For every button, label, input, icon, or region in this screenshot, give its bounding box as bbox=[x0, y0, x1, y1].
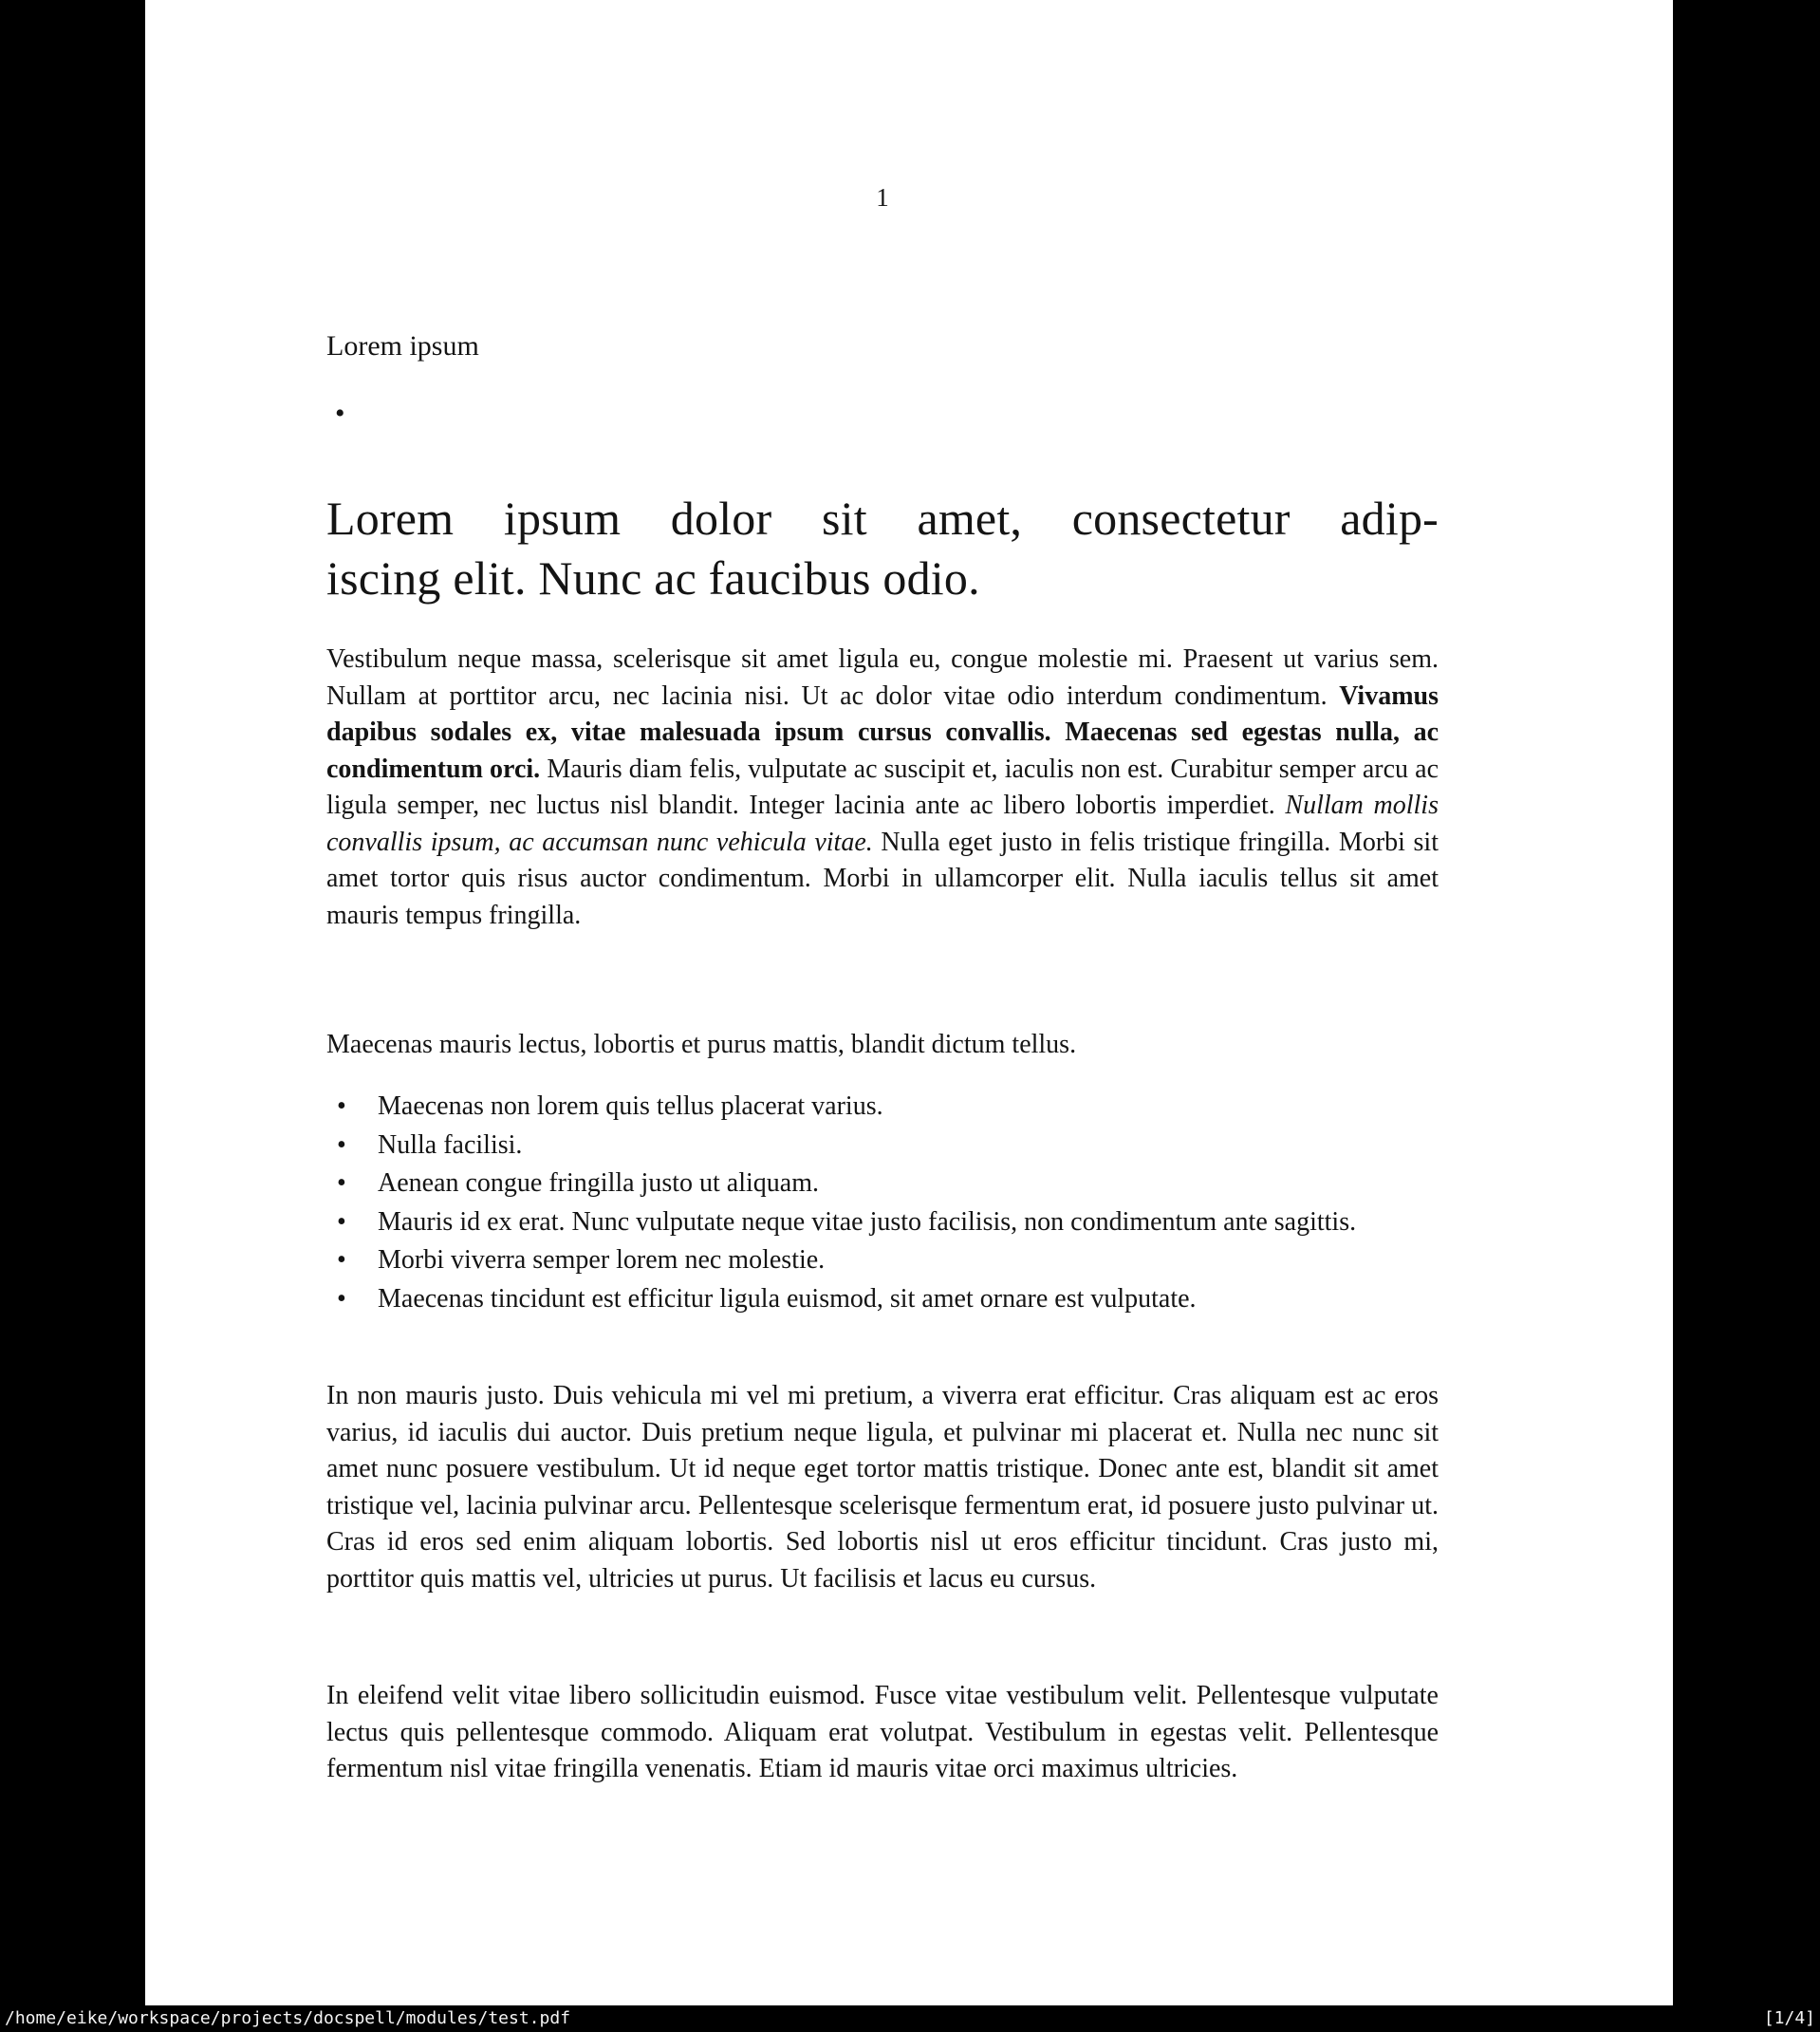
list-item: • Maecenas tincidunt est efficitur ligula euismod, sit amet ornare est vulputate. bbox=[378, 1281, 1490, 1318]
paragraph-4: In eleifend velit vitae libero sollicitudin euismod. Fusce vitae vestibulum velit. Pellentesque vulputate lectus quis pellentesque commodo. Aliquam erat volutpat. Vestibulum in egestas velit. Pellentesque fermentum nisl vitae fringilla venenatis. Etiam id mauris vitae orci maximus ultricies. bbox=[326, 1681, 1439, 1783]
text-segment-normal: Mauris diam felis, vulputate ac suscipit et, iaculis non est. Curabitur semper arcu ac ligula semper, nec luctus nisl blandit. Integer lacinia ante ac libero lobortis imperdiet. bbox=[326, 754, 1439, 820]
list-item: • Mauris id ex erat. Nunc vulputate neque vitae justo facilisis, non condimentum ante sagittis. bbox=[378, 1204, 1490, 1241]
paragraph-2: Maecenas mauris lectus, lobortis et purus mattis, blandit dictum tellus. bbox=[326, 1030, 1077, 1059]
empty-list-bullet: • bbox=[335, 398, 345, 429]
list-item: • Nulla facilisi. bbox=[378, 1128, 1490, 1165]
pre-heading-text: Lorem ipsum bbox=[326, 330, 479, 362]
statusbar-page-indicator: [1/4] bbox=[1763, 2008, 1815, 2028]
pdf-page-view[interactable] bbox=[145, 0, 1673, 2006]
paragraph-1 bbox=[326, 642, 1439, 934]
statusbar-file-path: /home/eike/workspace/projects/docspell/modules/test.pdf bbox=[5, 2008, 571, 2028]
statusbar bbox=[0, 2005, 1820, 2032]
bullet-list bbox=[326, 1089, 1490, 1319]
heading-line: iscing elit. Nunc ac faucibus odio. bbox=[326, 551, 980, 605]
heading-line: Lorem ipsum dolor sit amet, consectetur adip- bbox=[326, 492, 1439, 545]
page-number: 1 bbox=[876, 183, 889, 212]
paragraph-3: In non mauris justo. Duis vehicula mi vel mi pretium, a viverra erat efficitur. Cras aliquam est ac eros varius, id iaculis dui auctor. Duis pretium neque ligula, et pulvinar mi placerat et. Nulla nec nunc sit amet nunc posuere vestibulum. Ut id neque eget tortor mattis tristique. Donec ante est, blandit sit amet tristique vel, lacinia pulvinar arcu. Pellentesque scelerisque fermentum erat, id posuere justo pulvinar ut. Cras id eros sed enim aliquam lobortis. Sed lobortis nisl ut eros efficitur tincidunt. Cras justo mi, porttitor quis mattis vel, ultricies ut purus. Ut facilisis et lacus eu cursus. bbox=[326, 1381, 1439, 1594]
text-segment-italic: Nullam mollis convallis ipsum, ac accumsan nunc vehicula vitae. bbox=[326, 791, 1439, 857]
list-item: • Aenean congue fringilla justo ut aliquam. bbox=[378, 1165, 1490, 1202]
text-segment-normal: Nulla eget justo in felis tristique fringilla. Morbi sit amet tortor quis risus auctor condimentum. Morbi in ullamcorper elit. Nulla iaculis tellus sit amet mauris tempus fringilla. bbox=[326, 827, 1439, 930]
section-heading bbox=[326, 489, 1439, 608]
text-segment-bold: Vivamus dapibus sodales ex, vitae malesuada ipsum cursus convallis. Maecenas sed egestas nulla, ac condimentum orci. bbox=[326, 680, 1439, 784]
list-item: • Morbi viverra semper lorem nec molestie. bbox=[378, 1242, 1490, 1279]
text-segment-normal: Vestibulum neque massa, scelerisque sit amet ligula eu, congue molestie mi. Praesent ut varius sem. Nullam at porttitor arcu, nec lacinia nisi. Ut ac dolor vitae odio interdum condimentum. bbox=[326, 644, 1439, 711]
list-item: • Maecenas non lorem quis tellus placerat varius. bbox=[378, 1089, 1490, 1126]
